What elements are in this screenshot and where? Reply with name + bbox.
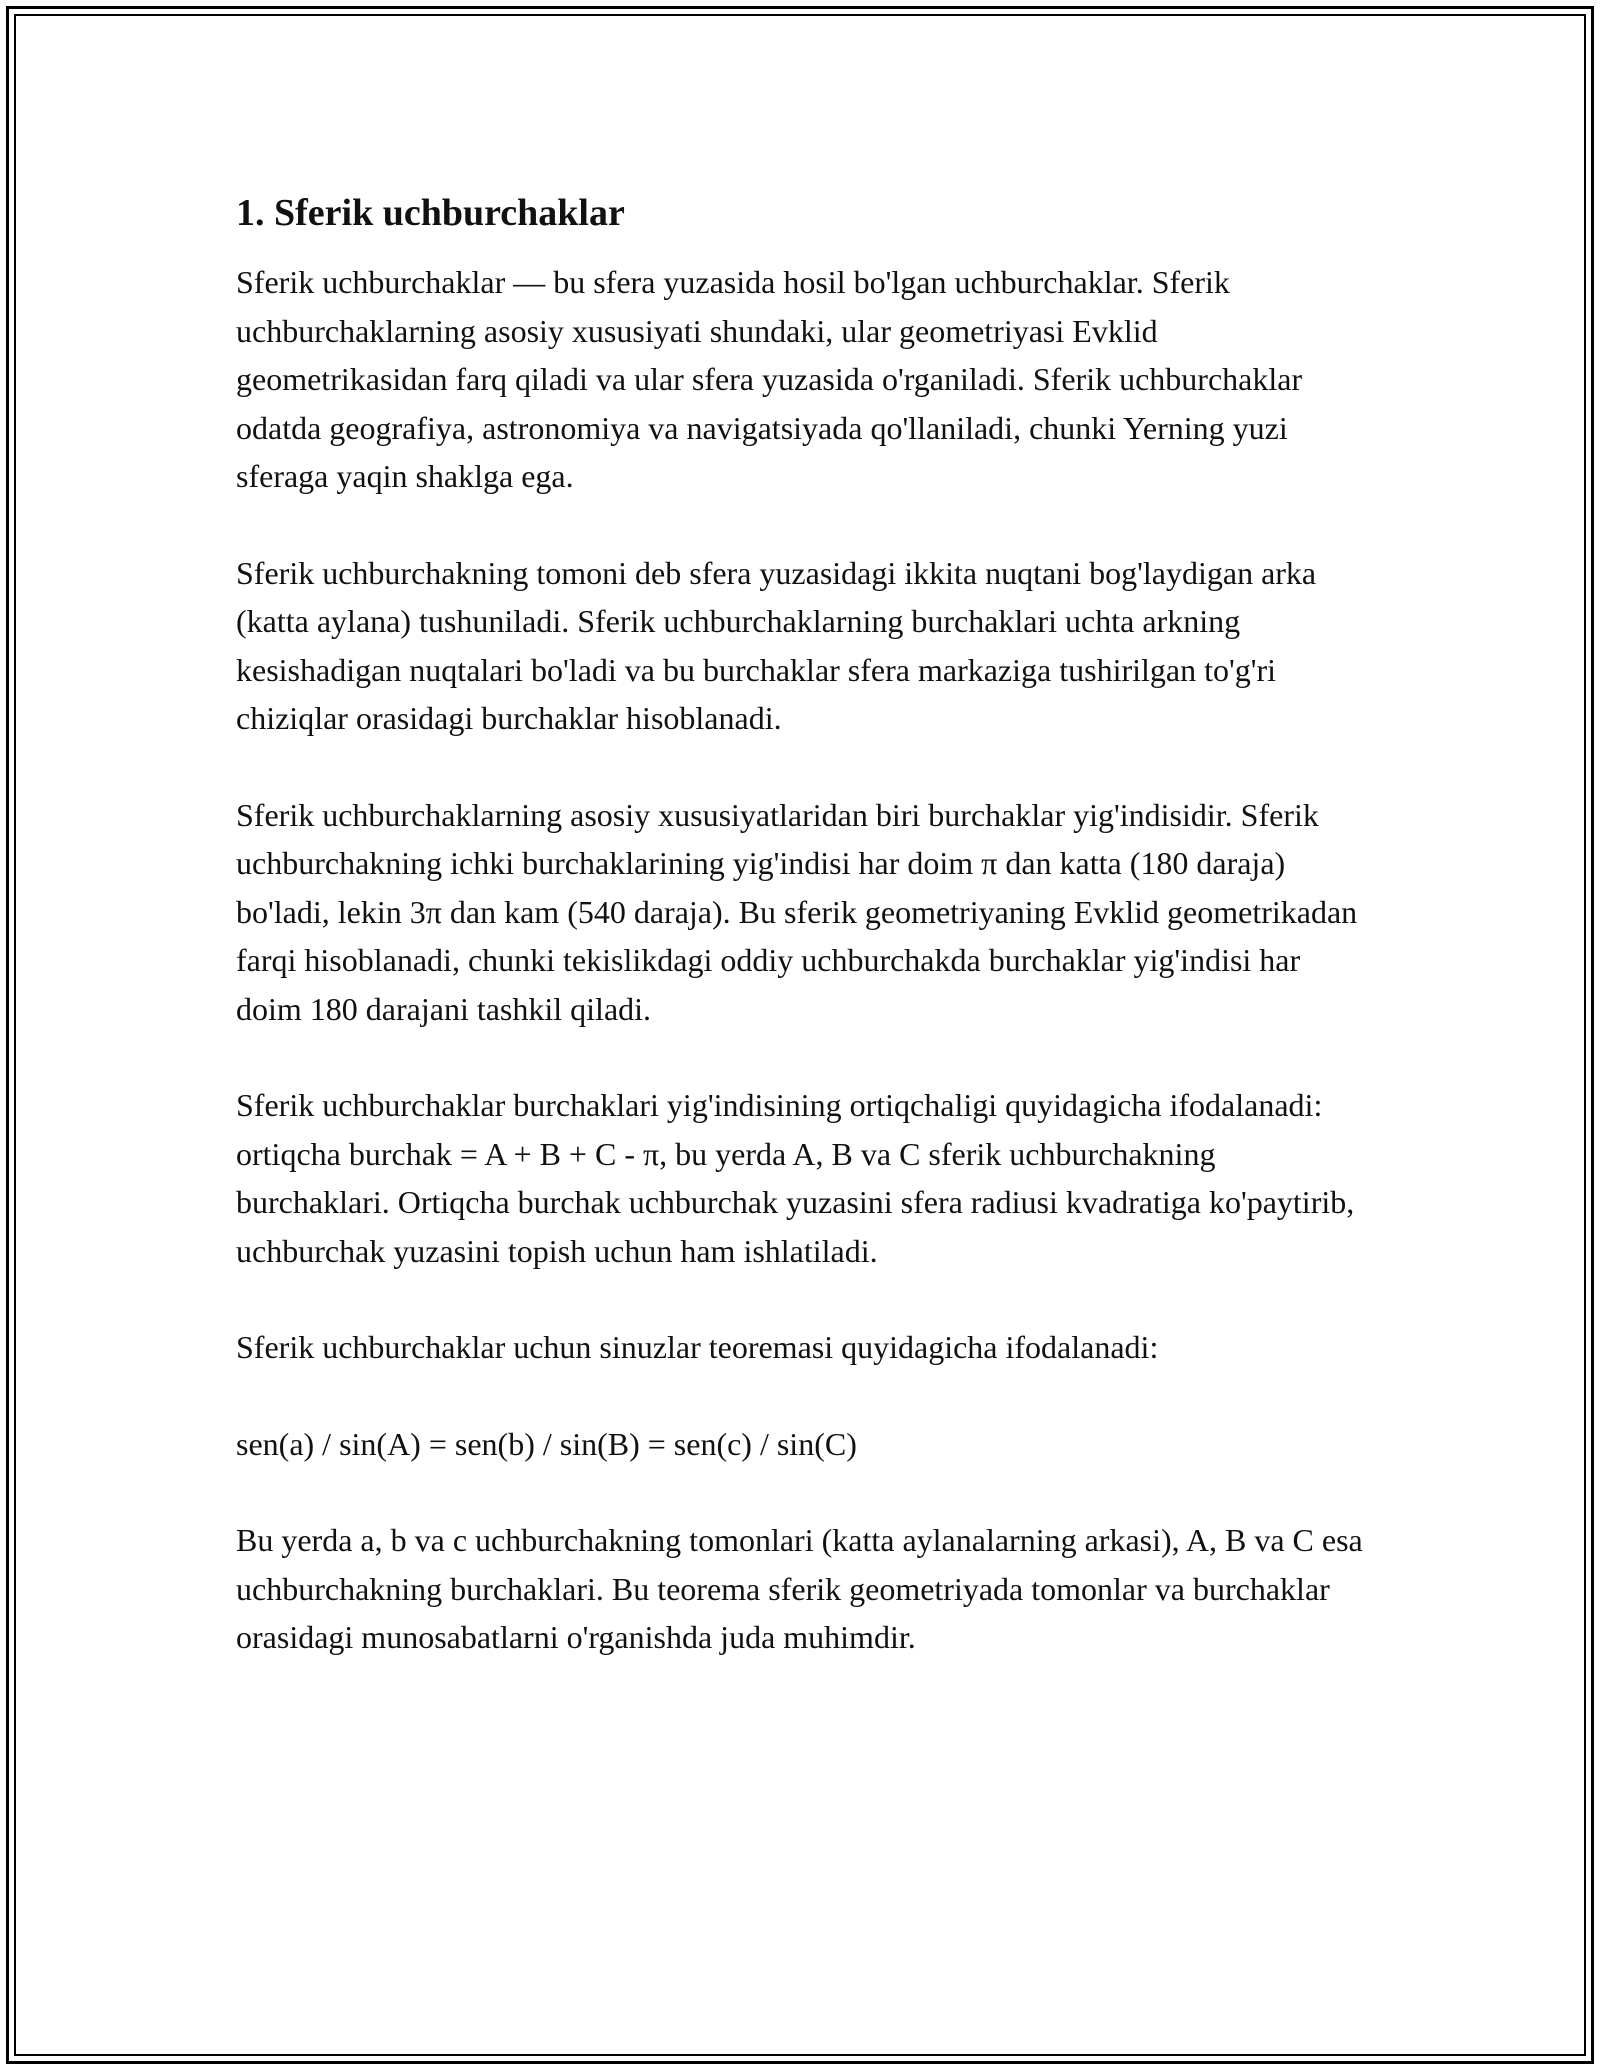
section-title: 1. Sferik uchburchaklar	[236, 192, 625, 234]
paragraph-sides-angles: Sferik uchburchakning tomoni deb sfera yuzasidagi ikkita nuqtani bog'laydigan arka (katta aylana) tushuniladi. Sferik uchburchaklarning burchaklari uchta arkning kesishadigan nuqtalari bo'ladi va bu burchaklar sfera markaziga tushirilgan to'g'ri chiziqlar orasidagi burchaklar hisoblanadi.	[236, 554, 1317, 736]
sine-theorem-formula: sen(a) / sin(A) = sen(b) / sin(B) = sen(c) / sin(C)	[236, 1425, 857, 1462]
paragraph-definition: Sferik uchburchaklar — bu sfera yuzasida hosil bo'lgan uchburchaklar. Sferik uchburchaklarning asosiy xususiyati shundaki, ular geometriyasi Evklid geometrikasidan farq qiladi va ular sfera yuzasida o'rganiladi. Sferik uchburchaklar odatda geografiya, astronomiya va navigatsiyada qo'llaniladi, chunki Yerning yuzi sferaga yaqin shaklga ega.	[236, 264, 1303, 494]
paragraph-sine-theorem-explanation: Bu yerda a, b va c uchburchakning tomonlari (katta aylanalarning arkasi), A, B va C esa uchburchakning burchaklari. Bu teorema sferik geometriyada tomonlar va burchaklar orasidagi munosabatlarni o'rganishda juda muhimdir.	[236, 1522, 1363, 1655]
paragraph-spherical-excess: Sferik uchburchaklar burchaklari yig'indisining ortiqchaligi quyidagicha ifodalanadi: ortiqcha burchak = A + B + C - π, bu yerda A, B va C sferik uchburchakning burchaklari. Ortiqcha burchak uchburchak yuzasini sfera radiusi kvadratiga ko'paytirib, uchburchak yuzasini topish uchun ham ishlatiladi.	[236, 1087, 1355, 1269]
document-body	[236, 188, 1366, 1710]
paragraph-sine-theorem-intro: Sferik uchburchaklar uchun sinuzlar teoremasi quyidagicha ifodalanadi:	[236, 1329, 1159, 1365]
paragraph-angle-sum: Sferik uchburchaklarning asosiy xususiyatlaridan biri burchaklar yig'indisidir. Sferik uchburchakning ichki burchaklarining yig'indisi har doim π dan katta (180 daraja) bo'ladi, lekin 3π dan kam (540 daraja). Bu sferik geometriyaning Evklid geometrikadan farqi hisoblanadi, chunki tekislikdagi oddiy uchburchakda burchaklar yig'indisi har doim 180 darajani tashkil qiladi.	[236, 796, 1358, 1027]
